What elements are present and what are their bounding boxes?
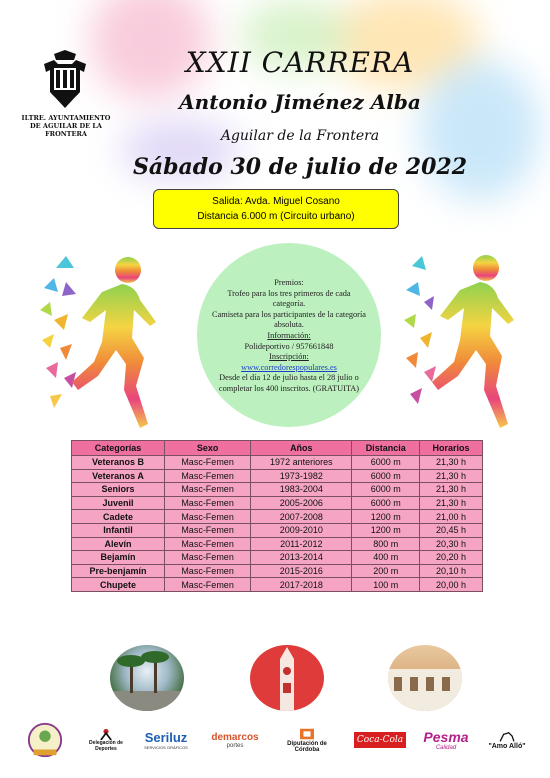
registration-link[interactable]: www.corredorespopulares.es: [241, 362, 337, 372]
table-row: [72, 523, 483, 537]
route-start: Salida: Avda. Miguel Cosano: [212, 196, 340, 207]
horse-logo-icon: [498, 731, 516, 743]
table-cell: 2011-2012: [251, 537, 352, 551]
sponsor-logo-6: [352, 718, 408, 762]
sponsor-logo-2: [78, 718, 134, 762]
palm-trees-icon: [110, 645, 184, 711]
info-heading: Información:: [267, 330, 311, 340]
table-cell: 1200 m: [352, 510, 420, 524]
header-years: Años: [251, 441, 352, 456]
table-cell: 20,00 h: [419, 578, 482, 592]
table-cell: 2013-2014: [251, 551, 352, 565]
coat-of-arms-icon: [40, 50, 90, 112]
table-cell: 100 m: [352, 578, 420, 592]
event-date: Sábado 30 de julio de 2022: [132, 154, 468, 180]
table-cell: 1973-1982: [251, 469, 352, 483]
table-cell: Masc-Femen: [164, 537, 250, 551]
table-cell: 21,30 h: [419, 469, 482, 483]
table-row: [72, 551, 483, 565]
table-cell: 200 m: [352, 564, 420, 578]
table-cell: Seniors: [72, 483, 165, 497]
table-cell: Veteranos B: [72, 456, 165, 470]
table-cell: Juvenil: [72, 496, 165, 510]
province-logo-icon: [298, 727, 316, 741]
table-cell: Pre-benjamín: [72, 564, 165, 578]
table-cell: 6000 m: [352, 483, 420, 497]
sponsor-name: demarcos: [211, 731, 259, 743]
table-cell: Masc-Femen: [164, 469, 250, 483]
prizes-line2: Camiseta para los participantes de la categoría absoluta.: [212, 309, 366, 330]
sponsor-subtitle: Calidad: [435, 745, 457, 751]
runner-logo-icon: [97, 728, 115, 740]
photo-plaza: [388, 645, 462, 711]
table-cell: 800 m: [352, 537, 420, 551]
sponsor-name: Delegación de Deportes: [89, 740, 123, 752]
sponsor-logo-1: [20, 718, 70, 762]
sponsor-logo-5: [276, 718, 338, 762]
table-cell: 1200 m: [352, 523, 420, 537]
prizes-line1: Trofeo para los tres primeros de cada categoría.: [227, 288, 351, 309]
sponsor-logo-3: [136, 718, 196, 762]
header-distance: Distancia: [352, 441, 420, 456]
sponsor-name: Pesma: [423, 729, 469, 745]
sponsor-name: "Amo Alló": [488, 742, 526, 750]
table-cell: 21,30 h: [419, 483, 482, 497]
table-cell: 1983-2004: [251, 483, 352, 497]
table-cell: Masc-Femen: [164, 551, 250, 565]
route-info-box: [153, 189, 399, 229]
table-cell: 21,30 h: [419, 456, 482, 470]
table-row: [72, 564, 483, 578]
table-cell: Masc-Femen: [164, 564, 250, 578]
table-cell: 20,10 h: [419, 564, 482, 578]
table-cell: 2015-2016: [251, 564, 352, 578]
table-cell: 2009-2010: [251, 523, 352, 537]
photo-park: [110, 645, 184, 711]
prizes-heading: Premios:: [274, 278, 304, 287]
header-categories: Categorías: [72, 441, 165, 456]
sponsor-logo-4: [204, 718, 266, 762]
table-row: [72, 469, 483, 483]
table-cell: Masc-Femen: [164, 523, 250, 537]
categories-table: [71, 440, 483, 592]
table-row: [72, 510, 483, 524]
table-cell: 6000 m: [352, 456, 420, 470]
table-row: [72, 496, 483, 510]
sponsor-name: Seriluz: [144, 730, 188, 745]
table-row: [72, 578, 483, 592]
sponsor-logo-8: [478, 718, 536, 762]
table-cell: 6000 m: [352, 496, 420, 510]
table-cell: 6000 m: [352, 469, 420, 483]
sponsor-subtitle: SERVICIOS GRÁFICOS: [144, 745, 188, 750]
table-cell: 20,30 h: [419, 537, 482, 551]
table-header-row: [72, 441, 483, 456]
table-cell: 20,45 h: [419, 523, 482, 537]
table-cell: Masc-Femen: [164, 510, 250, 524]
table-cell: Masc-Femen: [164, 578, 250, 592]
table-cell: 21,00 h: [419, 510, 482, 524]
registration-heading: Inscripción:: [269, 352, 309, 362]
route-distance: Distancia 6.000 m (Circuito urbano): [197, 211, 355, 222]
table-cell: Chupete: [72, 578, 165, 592]
table-cell: Veteranos A: [72, 469, 165, 483]
organization-name: ILTRE. AYUNTAMIENTO DE AGUILAR DE LA FRONTERA: [21, 114, 111, 138]
building-arches-icon: [388, 645, 462, 711]
details-circle: [197, 243, 381, 427]
table-row: [72, 537, 483, 551]
event-edition: XXII CARRERA: [185, 46, 415, 79]
sponsor-subtitle: portes: [226, 742, 244, 749]
header-sex: Sexo: [164, 441, 250, 456]
club-logo-icon: [26, 721, 64, 759]
table-cell: Infantil: [72, 523, 165, 537]
info-text: Polideportivo / 957661848: [244, 341, 334, 351]
table-cell: 20,20 h: [419, 551, 482, 565]
table-cell: Bejamín: [72, 551, 165, 565]
sponsor-name: Coca-Cola: [354, 732, 406, 748]
runner-silhouette-right: [402, 248, 527, 448]
table-cell: 1972 anteriores: [251, 456, 352, 470]
table-cell: 21,30 h: [419, 496, 482, 510]
table-row: [72, 456, 483, 470]
header-schedule: Horarios: [419, 441, 482, 456]
event-name: Antonio Jiménez Alba: [179, 90, 421, 114]
runner-silhouette-left: [36, 248, 161, 448]
photo-tower: [250, 645, 324, 711]
table-cell: 400 m: [352, 551, 420, 565]
table-cell: Masc-Femen: [164, 483, 250, 497]
table-row: [72, 483, 483, 497]
sponsor-logo-7: [418, 718, 474, 762]
clock-tower-icon: [250, 645, 324, 711]
event-location: Aguilar de la Frontera: [220, 128, 380, 144]
registration-text: Desde el día 12 de julio hasta el 28 julio o completar los 400 inscritos. (GRATUITA): [218, 373, 360, 393]
table-cell: Masc-Femen: [164, 496, 250, 510]
table-cell: 2007-2008: [251, 510, 352, 524]
sponsor-name: Diputación de Córdoba: [287, 741, 327, 753]
table-cell: 2005-2006: [251, 496, 352, 510]
table-cell: Alevín: [72, 537, 165, 551]
table-cell: 2017-2018: [251, 578, 352, 592]
table-cell: Cadete: [72, 510, 165, 524]
table-cell: Masc-Femen: [164, 456, 250, 470]
